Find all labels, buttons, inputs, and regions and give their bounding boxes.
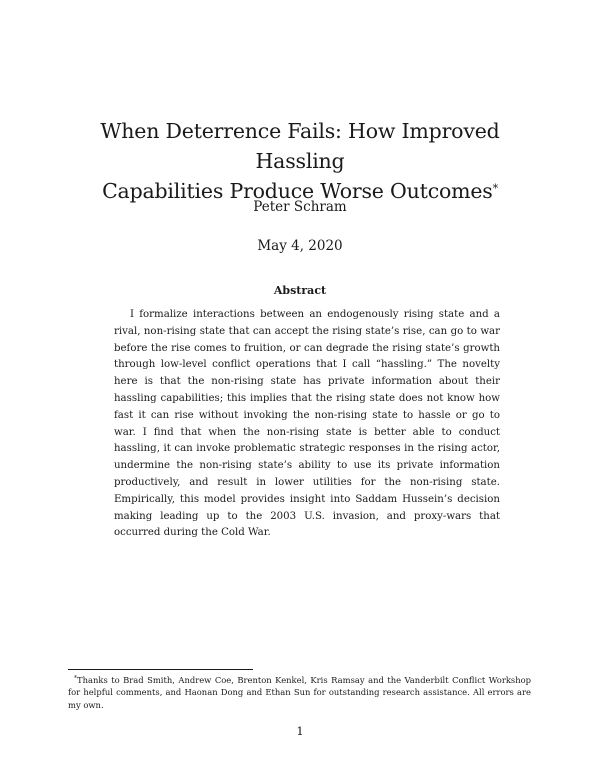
footnote [68, 674, 531, 711]
footnote-divider [68, 669, 253, 670]
page-number: 1 [296, 724, 304, 738]
paper-title [70, 116, 530, 206]
footnote-text: Thanks to Brad Smith, Andrew Coe, Brenton Kenkel, Kris Ramsay and the Vanderbilt Conflict Workshop for helpful comments, and Haonan Dong and Ethan Sun for outstanding research assistance. All errors are my own. [68, 675, 531, 710]
abstract-body: I formalize interactions between an endogenously rising state and a rival, non-rising state that can accept the rising state’s rise, can go to war before the rise comes to fruition, or can degrade the rising state’s growth through low-level conflict operations that I call “hassling.” The novelty here is that the non-rising state has private information about their hassling capabilities; this implies that the rising state does not know how fast it can rise without invoking the non-rising state to hassle or go to war. I find that when the non-rising state is better able to conduct hassling, it can invoke problematic strategic responses in the rising actor, undermine the non-rising state’s ability to use its private information productively, and result in lower utilities for the non-rising state. Empirically, this model provides insight into Saddam Hussein’s decision making leading up to the 2003 U.S. invasion, and proxy-wars that occurred during the Cold War. [114, 309, 500, 539]
title-line-1: When Deterrence Fails: How Improved Hassling [100, 119, 500, 173]
publication-date: May 4, 2020 [257, 238, 343, 254]
title-line-2: Capabilities Produce Worse Outcomes [102, 179, 493, 203]
author-name: Peter Schram [253, 199, 347, 215]
footnote-marker: * [74, 675, 77, 682]
title-footnote-marker: * [492, 182, 498, 195]
abstract-heading: Abstract [273, 284, 327, 297]
